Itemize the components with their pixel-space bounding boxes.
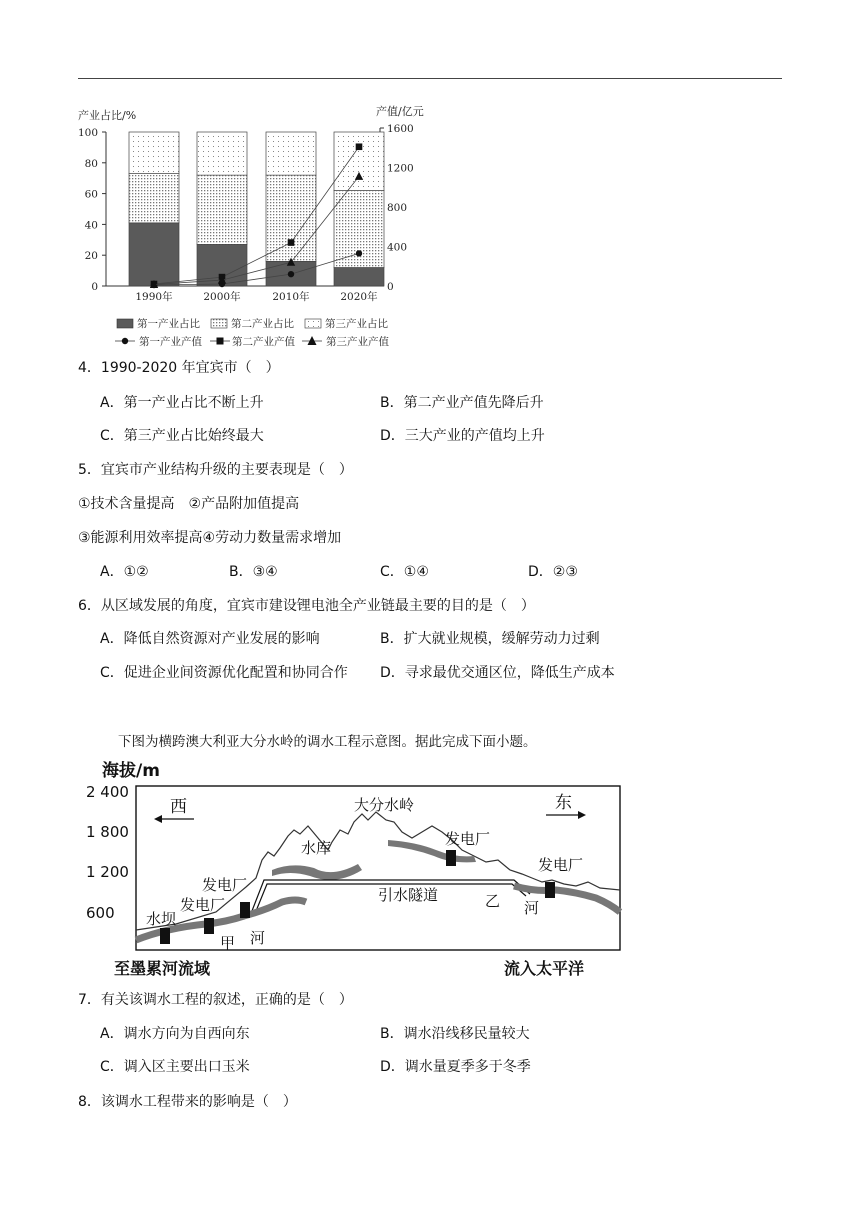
question-6-stem: 6．从区域发展的角度，宜宾市建设锂电池全产业链最主要的目的是（ ） xyxy=(78,598,535,614)
question-6-option-a[interactable]: A．降低自然资源对产业发展的影响 xyxy=(100,631,320,647)
right-tick-label: 1200 xyxy=(387,162,414,175)
question-7-option-d[interactable]: D．调水量夏季多于冬季 xyxy=(380,1059,531,1075)
power-plant-label-upper: 发电厂 xyxy=(445,830,491,848)
x-axis-labels xyxy=(135,290,378,303)
line-primary-value xyxy=(154,253,359,285)
right-tick-label: 0 xyxy=(387,281,394,293)
bar-tertiary-share xyxy=(129,132,179,174)
right-tick-label: 400 xyxy=(387,241,408,254)
x-tick-label: 1990年 xyxy=(135,291,173,303)
right-axis-ticks xyxy=(380,123,414,293)
diagram-tick-1800: 1 800 xyxy=(86,823,129,841)
right-tick-label: 800 xyxy=(387,202,408,214)
legend-swatch-primary-share xyxy=(117,319,133,328)
right-axis-title: 产值/亿元 xyxy=(376,105,424,118)
point-primary-value xyxy=(288,271,294,277)
legend-label-tertiary-share: 第三产业占比 xyxy=(325,318,388,330)
left-axis-ticks xyxy=(78,127,106,293)
legend-swatch-secondary-share xyxy=(211,319,227,328)
left-basin-label: 至墨累河流域 xyxy=(114,959,211,978)
question-5-option-a[interactable]: A．①② xyxy=(100,564,149,580)
bar-secondary-share xyxy=(197,175,247,244)
tunnel-label: 引水隧道 xyxy=(378,886,439,904)
left-tick-label: 80 xyxy=(84,157,98,170)
right-tick-label: 1600 xyxy=(387,123,414,135)
diagram-tick-1200: 1 200 xyxy=(86,863,129,881)
bar-secondary-share xyxy=(129,174,179,223)
point-secondary-value xyxy=(356,143,363,150)
left-axis-title: 产业占比/% xyxy=(78,109,137,122)
question-7-option-c[interactable]: C．调入区主要出口玉米 xyxy=(100,1059,250,1075)
question-5-stem: 5．宜宾市产业结构升级的主要表现是（ ） xyxy=(78,462,353,478)
question-7-option-b[interactable]: B．调水沿线移民量较大 xyxy=(380,1026,530,1042)
point-secondary-value xyxy=(288,239,295,246)
question-8-stem: 8．该调水工程带来的影响是（ ） xyxy=(78,1094,297,1110)
bar-tertiary-share xyxy=(334,132,384,191)
left-tick-label: 60 xyxy=(84,188,98,201)
power-plant-label-west-2: 发电厂 xyxy=(180,896,226,914)
reservoir-shape xyxy=(272,864,362,880)
ridge-label: 大分水岭 xyxy=(354,796,415,814)
legend-label-primary-share: 第一产业占比 xyxy=(137,318,200,330)
question-7-option-a[interactable]: A．调水方向为自西向东 xyxy=(100,1026,250,1042)
point-primary-value xyxy=(356,250,362,256)
bar-tertiary-share xyxy=(197,132,247,175)
power-plant-label-west-1: 发电厂 xyxy=(202,876,248,894)
question-5-option-b[interactable]: B．③④ xyxy=(229,564,278,580)
water-transfer-diagram xyxy=(86,752,636,984)
diagram-tick-600: 600 xyxy=(86,904,115,922)
legend-marker-secondary-value xyxy=(217,338,224,345)
question-5-option-d[interactable]: D．②③ xyxy=(528,564,578,580)
left-tick-label: 20 xyxy=(84,250,98,263)
question-5-option-c[interactable]: C．①④ xyxy=(380,564,429,580)
legend-marker-primary-value xyxy=(122,338,128,344)
question-7-stem: 7．有关该调水工程的叙述，正确的是（ ） xyxy=(78,992,353,1008)
x-tick-label: 2000年 xyxy=(203,291,241,303)
reservoir-label: 水库 xyxy=(301,839,332,857)
power-plant-block-2 xyxy=(240,902,250,918)
question-6-option-d[interactable]: D．寻求最优交通区位，降低生产成本 xyxy=(380,665,615,681)
right-outlet-label: 流入太平洋 xyxy=(504,959,585,978)
question-4-option-d[interactable]: D．三大产业的产值均上升 xyxy=(380,428,545,444)
question-4-option-b[interactable]: B．第二产业产值先降后升 xyxy=(380,395,544,411)
left-tick-label: 100 xyxy=(77,127,98,139)
left-tick-label: 40 xyxy=(84,219,98,232)
header-rule xyxy=(78,78,782,79)
question-5-statement-2: ③能源利用效率提高④劳动力数量需求增加 xyxy=(78,530,342,546)
legend-label-secondary-share: 第二产业占比 xyxy=(231,318,294,330)
dam-label: 水坝 xyxy=(146,910,177,928)
question-5-statement-1: ①技术含量提高 ②产品附加值提高 xyxy=(78,496,300,512)
question-4-stem: 4．1990-2020 年宜宾市（ ） xyxy=(78,360,280,376)
bar-primary-share xyxy=(334,268,384,286)
west-label: 西 xyxy=(170,797,187,817)
legend-label-tertiary-value: 第三产业产值 xyxy=(326,336,389,348)
x-tick-label: 2020年 xyxy=(340,291,378,303)
river-jia-he-label: 河 xyxy=(250,929,266,947)
power-plant-label-east: 发电厂 xyxy=(538,856,584,874)
power-plant-block-1 xyxy=(204,918,214,934)
power-plant-block-3 xyxy=(446,850,456,866)
line-tertiary-value xyxy=(154,176,359,284)
river-yi-label: 乙 xyxy=(485,892,501,910)
diagram-y-title: 海拔/m xyxy=(102,761,160,781)
legend-label-primary-value: 第一产业产值 xyxy=(139,336,202,348)
river-yi-he-label: 河 xyxy=(524,899,540,917)
diagram-tick-2400: 2 400 xyxy=(86,783,129,801)
stacked-bars xyxy=(129,132,384,286)
legend xyxy=(115,317,389,348)
legend-marker-tertiary-value xyxy=(308,336,317,345)
bar-primary-share xyxy=(129,223,179,286)
x-tick-label: 2010年 xyxy=(272,291,310,303)
question-6-option-c[interactable]: C．促进企业间资源优化配置和协同合作 xyxy=(100,665,348,681)
east-label: 东 xyxy=(555,793,572,813)
dam-block xyxy=(160,928,170,944)
left-tick-label: 0 xyxy=(91,281,98,293)
diagram-intro: 下图为横跨澳大利亚大分水岭的调水工程示意图。据此完成下面小题。 xyxy=(118,734,537,750)
legend-swatch-tertiary-share xyxy=(305,319,321,328)
question-6-option-b[interactable]: B．扩大就业规模，缓解劳动力过剩 xyxy=(380,631,600,647)
legend-label-secondary-value: 第二产业产值 xyxy=(232,336,295,348)
bar-tertiary-share xyxy=(266,132,316,175)
river-jia-label: 甲 xyxy=(220,934,236,952)
question-4-option-a[interactable]: A．第一产业占比不断上升 xyxy=(100,395,264,411)
industry-chart xyxy=(72,100,424,350)
value-lines xyxy=(150,143,363,288)
power-plant-block-4 xyxy=(545,882,555,898)
question-4-option-c[interactable]: C．第三产业占比始终最大 xyxy=(100,428,264,444)
